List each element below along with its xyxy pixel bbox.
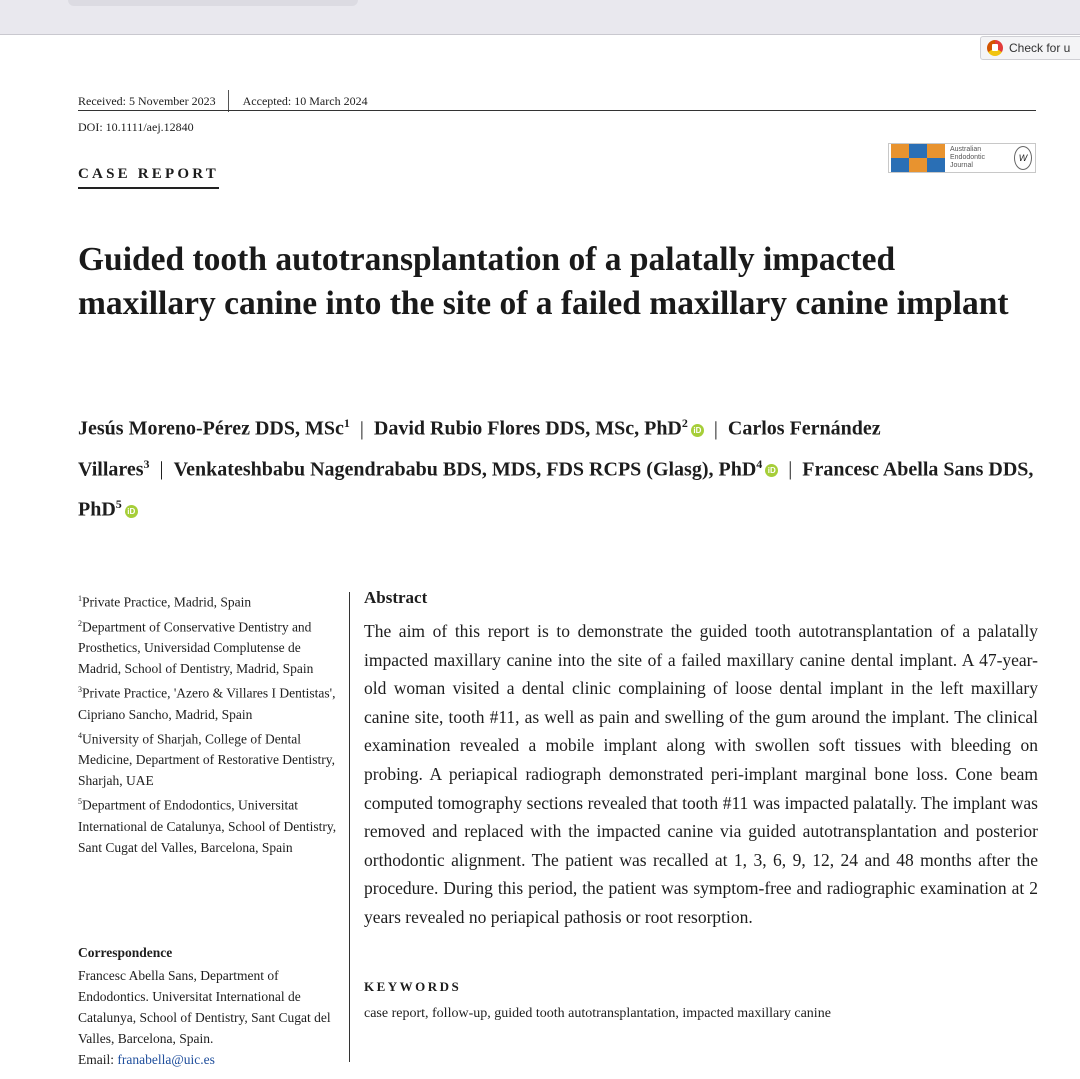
keywords-list: case report, follow-up, guided tooth autotransplantation, impacted maxillary canine	[364, 1006, 831, 1021]
check-button-label: Check for u	[1009, 41, 1071, 55]
affiliation-item: $^4$University of Sharjah, College of Dental Medicine, Department of Restorative Dentistry, Sharjah, UAE	[78, 730, 336, 788]
orcid-icon[interactable]: iD	[691, 424, 704, 437]
tab-strip-shape	[68, 0, 358, 6]
affiliation-item: $^1$Private Practice, Madrid, Spain	[78, 594, 252, 610]
logo-squares	[891, 144, 945, 172]
author-sup: 3	[143, 456, 150, 471]
email-label: Email:	[78, 1052, 114, 1067]
email-link[interactable]: franabella@uic.es	[117, 1052, 215, 1067]
abstract-heading: Abstract	[364, 588, 428, 607]
accepted-date: Accepted: 10 March 2024	[242, 93, 368, 108]
journal-logo-icon	[888, 143, 1036, 173]
column-divider	[349, 592, 350, 1062]
wiley-icon: W	[1014, 146, 1032, 170]
article-dates	[78, 90, 368, 112]
affiliation-item: $^5$Department of Endodontics, Universitat International de Catalunya, School of Dentistry, Sant Cugat del Valles, Barcelona, Spain	[78, 797, 337, 855]
author-sup: 4	[756, 456, 763, 471]
check-for-updates-button[interactable]	[980, 36, 1080, 60]
author-sup: 2	[681, 416, 688, 430]
author-name[interactable]: Carlos Fernández Villares	[78, 417, 881, 481]
section-label: CASE REPORT	[78, 166, 219, 189]
author-list: Jesús Moreno-Pérez DDS, MSc$^1$ | David Rubio Flores DDS, MSc, PhD$^2$iD | Carlos Fernández Villares$^3$ | Venkateshbabu Nagendrababu BDS, MDS, FDS RCPS (Glasg), PhD$^4$iD | Francesc Abella Sans DDS, PhD$^5$iD	[78, 416, 1034, 521]
keywords-heading: KEYWORDS	[364, 979, 462, 994]
orcid-icon[interactable]: iD	[125, 505, 138, 518]
browser-top-strip	[0, 0, 1080, 35]
author-sup: 1	[343, 416, 350, 430]
crossmark-icon	[987, 40, 1003, 56]
author-sup: 5	[115, 497, 122, 512]
author-name[interactable]: David Rubio Flores DDS, MSc, PhD	[373, 417, 682, 440]
doi: DOI: 10.1111/aej.12840	[78, 120, 194, 134]
article-title: Guided tooth autotransplantation of a palatally impacted maxillary canine into the site of a failed maxillary canine implant	[78, 241, 1009, 322]
author-name[interactable]: Jesús Moreno-Pérez DDS, MSc	[78, 417, 344, 440]
author-name[interactable]: Francesc Abella Sans DDS, PhD	[78, 458, 1034, 521]
abstract-text: The aim of this report is to demonstrate the guided tooth autotransplantation of a palatally impacted maxillary canine into the site of a failed maxillary canine dental implant. A 47-year-old woman visited a dental clinic complaining of loose dental implant in the left maxillary canine site, tooth #11, as well as pain and swelling of the gum around the implant. The clinical examination revealed a mobile implant along with swollen soft tissues with bleeding on probing. A periapical radiograph demonstrated peri-implant marginal bone loss. Cone beam computed tomography sections revealed that tooth #11 was impacted palatally. The implant was removed and replaced with the impacted canine via guided autotransplantation and posterior orthodontic alignment. The patient was recalled at 1, 3, 6, 9, 12, 24 and 48 months after the procedure. During this period, the patient was symptom-free and radiographic examination at 2 years revealed no periapical pathosis or root resorption.	[364, 621, 1038, 927]
correspondence-text: Francesc Abella Sans, Department of Endodontics. Universitat International de Catalunya, School of Dentistry, Sant Cugat del Valles, Barcelona, Spain.	[78, 968, 331, 1046]
correspondence-heading: Correspondence	[78, 945, 173, 960]
date-separator	[228, 90, 229, 112]
received-date: Received: 5 November 2023	[78, 93, 216, 108]
affiliations	[78, 588, 340, 858]
affiliation-item: $^2$Department of Conservative Dentistry and Prosthetics, Universidad Complutense de Madrid, School of Dentistry, Madrid, Spain	[78, 618, 314, 676]
journal-name: Australian Endodontic Journal	[950, 146, 986, 169]
affiliation-item: $^3$Private Practice, 'Azero & Villares I Dentistas', Cipriano Sancho, Madrid, Spain	[78, 685, 336, 722]
header-rule	[78, 110, 1036, 111]
author-name[interactable]: Venkateshbabu Nagendrababu BDS, MDS, FDS RCPS (Glasg), PhD	[173, 458, 757, 481]
orcid-icon[interactable]: iD	[765, 464, 778, 477]
correspondence-block	[78, 965, 340, 1070]
